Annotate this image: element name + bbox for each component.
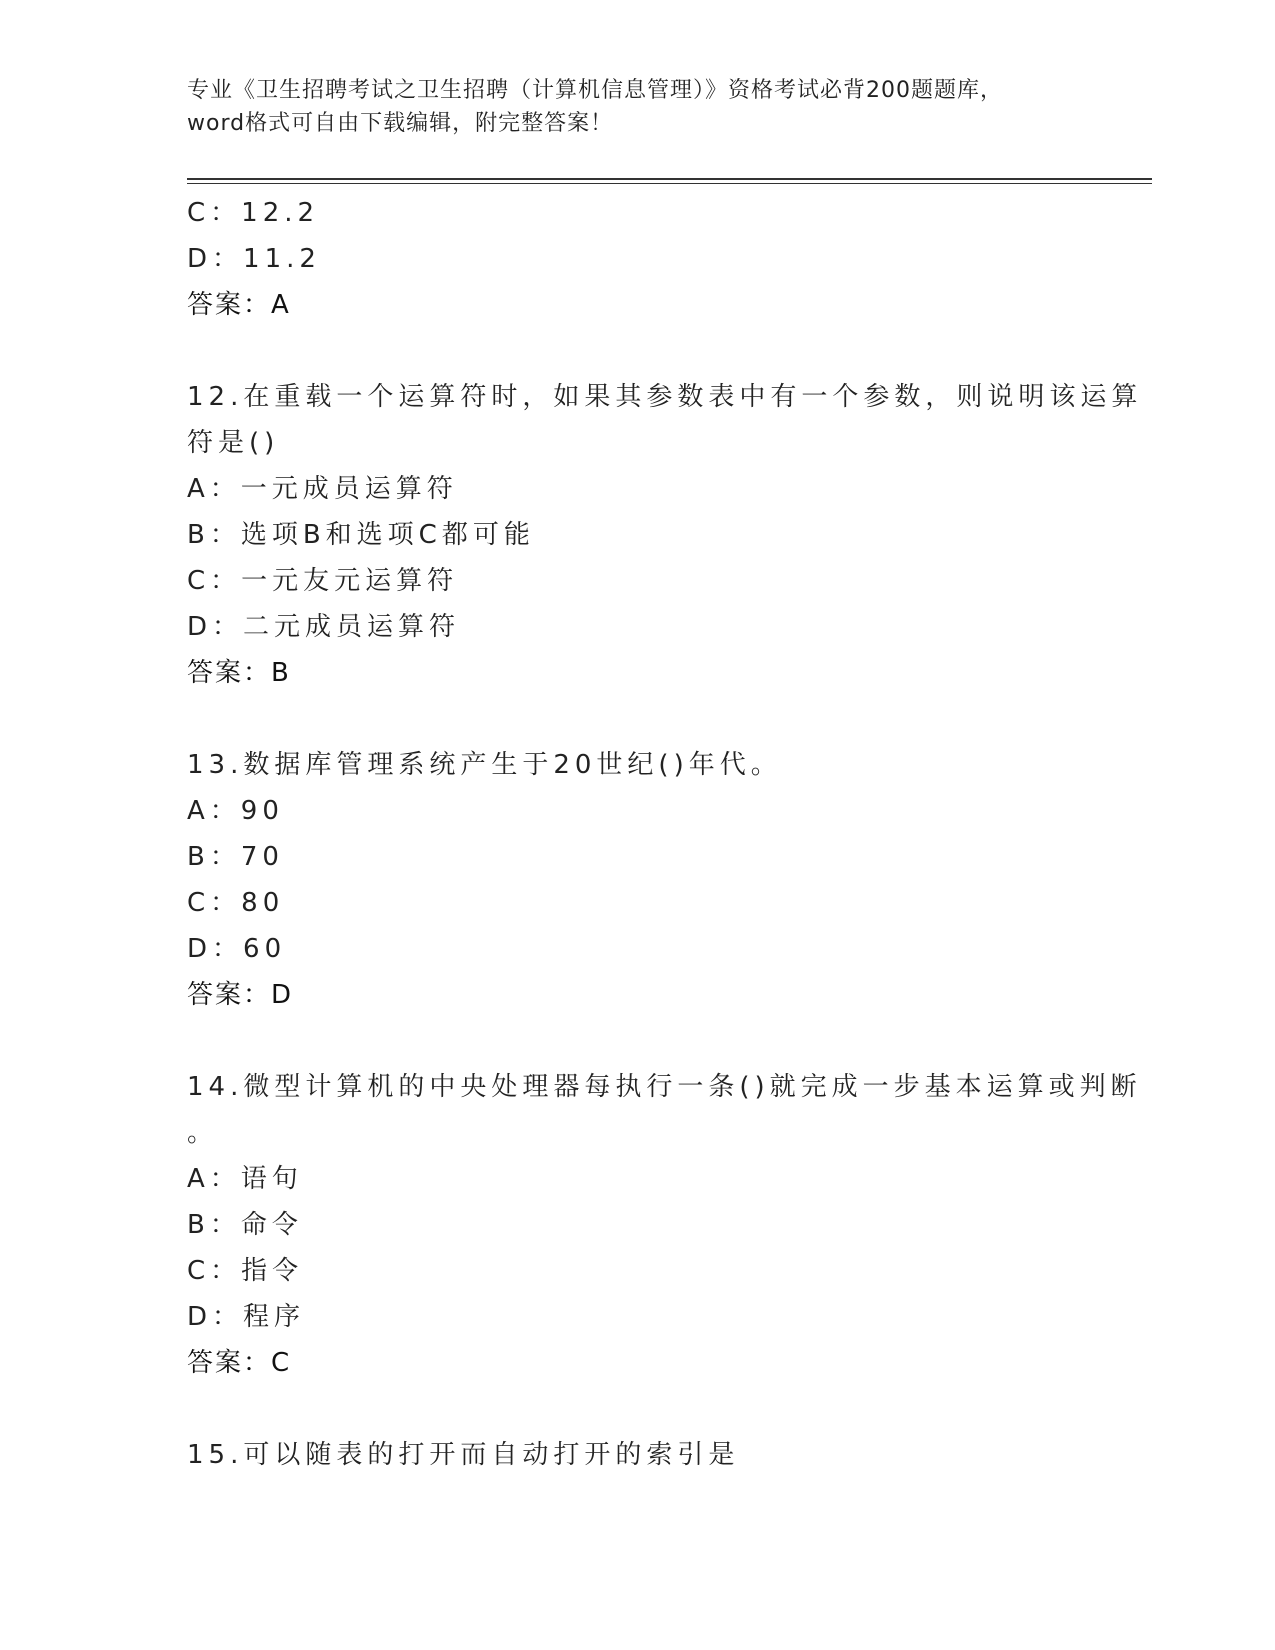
question-14 bbox=[187, 1064, 1142, 1386]
option-a: A：语句 bbox=[187, 1164, 303, 1194]
answer-line: 答案：B bbox=[187, 658, 291, 688]
answer-line: 答案：A bbox=[187, 290, 291, 320]
option-d: D：二元成员运算符 bbox=[187, 612, 461, 642]
spacer bbox=[187, 1018, 1087, 1064]
question-13 bbox=[187, 742, 1087, 1018]
question-stem: 15.可以随表的打开而自动打开的索引是 bbox=[187, 1440, 740, 1470]
option-c: C：一元友元运算符 bbox=[187, 566, 459, 596]
option-d: D：60 bbox=[187, 934, 287, 964]
spacer bbox=[187, 328, 1087, 374]
option-d: D：程序 bbox=[187, 1302, 306, 1332]
option-d: D：11.2 bbox=[187, 244, 321, 274]
spacer bbox=[187, 1386, 1087, 1432]
answer-line: 答案：D bbox=[187, 980, 294, 1010]
option-b: B：命令 bbox=[187, 1210, 303, 1240]
option-b: B：70 bbox=[187, 842, 284, 872]
header-divider-thin bbox=[187, 183, 1152, 184]
header-title-line1: 专业《卫生招聘考试之卫生招聘（计算机信息管理）》资格考试必背200题题库， bbox=[187, 78, 1003, 103]
option-a: A：一元成员运算符 bbox=[187, 474, 458, 504]
spacer bbox=[187, 696, 1087, 742]
question-11-tail bbox=[187, 190, 1087, 328]
option-a: A：90 bbox=[187, 796, 284, 826]
option-c: C：指令 bbox=[187, 1256, 304, 1286]
option-c: C：12.2 bbox=[187, 198, 320, 228]
question-15 bbox=[187, 1432, 1087, 1478]
option-b: B：选项B和选项C都可能 bbox=[187, 520, 535, 550]
document-header bbox=[187, 74, 1087, 140]
question-stem: 13.数据库管理系统产生于20世纪()年代。 bbox=[187, 750, 782, 780]
header-divider-thick bbox=[187, 178, 1152, 180]
question-list bbox=[187, 190, 1143, 1478]
question-stem-continued: 。 bbox=[187, 1118, 219, 1148]
question-stem: 12.在重载一个运算符时，如果其参数表中有一个参数，则说明该运算 bbox=[187, 382, 1143, 412]
header-title-line2: word格式可自由下载编辑，附完整答案！ bbox=[187, 111, 614, 136]
question-stem: 14.微型计算机的中央处理器每执行一条()就完成一步基本运算或判断 bbox=[187, 1072, 1142, 1102]
option-c: C：80 bbox=[187, 888, 285, 918]
question-stem-continued: 符是() bbox=[187, 428, 280, 458]
answer-line: 答案：C bbox=[187, 1348, 292, 1378]
question-12 bbox=[187, 374, 1143, 696]
